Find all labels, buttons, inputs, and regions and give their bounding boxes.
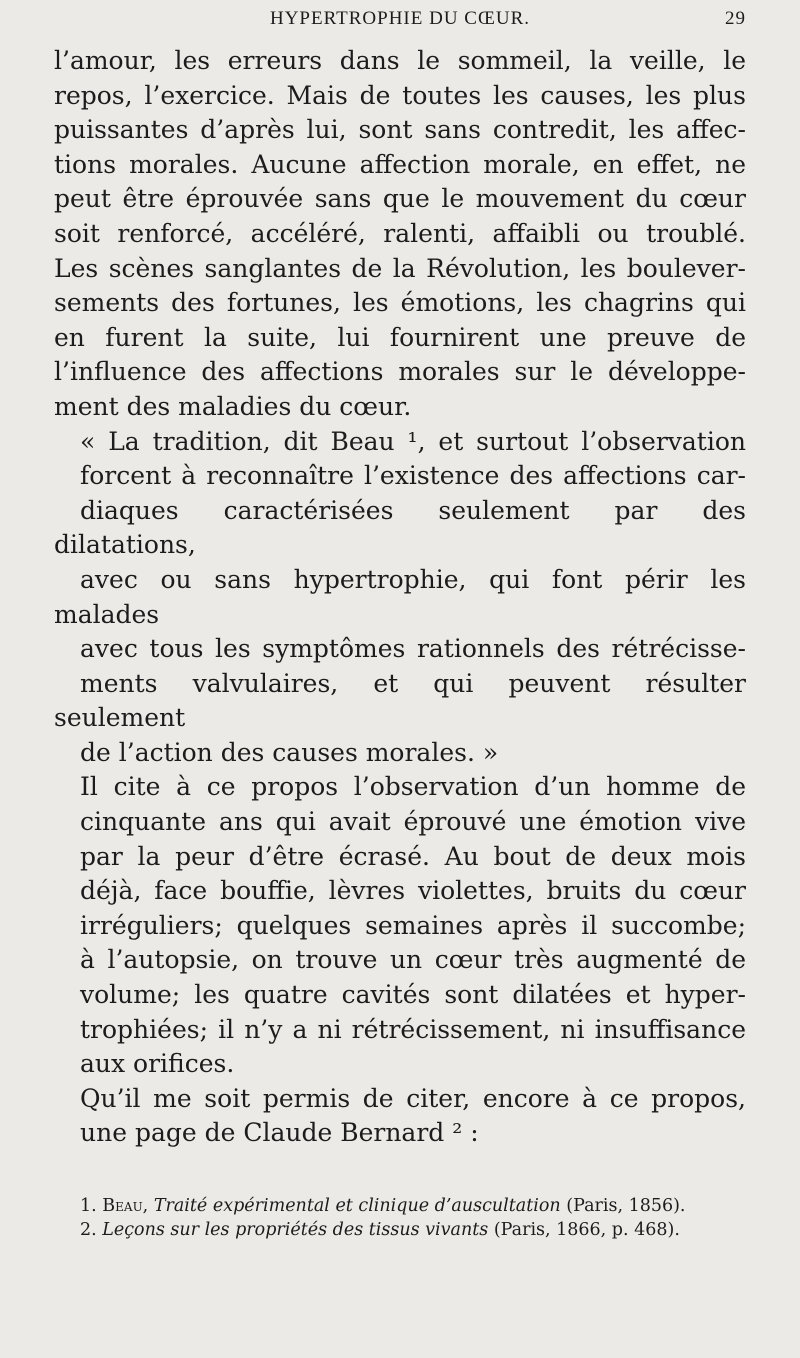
text-line: tions morales. Aucune affection morale, en effet, ne — [54, 149, 746, 179]
text-line: l’amour, les erreurs dans le sommeil, la veille, le — [54, 46, 746, 75]
running-header — [54, 8, 746, 42]
text-line: en furent la suite, lui fournirent une preuve de — [54, 322, 746, 352]
text-line: peut être éprouvée sans que le mouvement du cœur — [54, 184, 746, 214]
footnote-number: 1. — [80, 1196, 97, 1216]
text-line: trophiées; il n’y a ni rétrécissement, ni insuffisance — [80, 1014, 746, 1044]
text-line: déjà, face bouffie, lèvres violettes, bruits du cœur — [80, 876, 746, 906]
text-line: aux orifices. — [80, 1049, 235, 1079]
text-line: repos, l’exercice. Mais de toutes les causes, les plus — [54, 80, 746, 110]
text-line: de l’action des causes morales. » — [80, 737, 499, 767]
footnote-reference: (Paris, 1856). — [566, 1196, 686, 1216]
footnote-number: 2. — [80, 1220, 97, 1240]
text-line: avec ou sans hypertrophie, qui font périr les malades — [54, 564, 746, 629]
text-line: par la peur d’être écrasé. Au bout de deux mois — [80, 841, 746, 871]
text-line: forcent à reconnaître l’existence des affections car- — [80, 461, 746, 491]
text-line: sements des fortunes, les émotions, les chagrins qui — [54, 288, 746, 318]
paragraph — [54, 770, 746, 1081]
text-line: ments valvulaires, et qui peuvent résulter seulement — [54, 668, 746, 733]
paragraph — [54, 1082, 746, 1151]
text-line: soit renforcé, accéléré, ralenti, affaibli ou troublé. — [54, 218, 746, 248]
footnotes — [54, 1195, 746, 1243]
text-line: une page de Claude Bernard ² : — [80, 1118, 479, 1148]
page-number: 29 — [725, 8, 746, 29]
paragraph — [54, 425, 746, 771]
text-line: cinquante ans qui avait éprouvé une émotion vive — [80, 807, 746, 837]
text-line: Qu’il me soit permis de citer, encore à ce propos, — [80, 1083, 746, 1113]
running-title: HYPERTROPHIE DU CŒUR. — [269, 8, 531, 29]
text-line: « La tradition, dit Beau ¹, et surtout l’observation — [80, 426, 746, 456]
footnote-2 — [54, 1219, 746, 1241]
text-line: volume; les quatre cavités sont dilatées et hyper- — [80, 980, 746, 1010]
text-line: l’influence des affections morales sur le développe- — [54, 357, 746, 387]
text-line: diaques caractérisées seulement par des dilatations, — [54, 495, 746, 560]
footnote-reference: (Paris, 1866, p. 468). — [493, 1220, 680, 1240]
text-line: avec tous les symptômes rationnels des rétrécisse- — [80, 634, 746, 664]
footnote-1 — [54, 1195, 746, 1217]
text-line: puissantes d’après lui, sont sans contredit, les affec- — [54, 115, 746, 145]
footnote-title: Traité expérimental et clinique d’auscultation — [153, 1196, 561, 1216]
text-line: Il cite à ce propos l’observation d’un homme de — [80, 772, 746, 802]
footnote-title: Leçons sur les propriétés des tissus vivants — [102, 1220, 489, 1240]
text-line: irréguliers; quelques semaines après il succombe; — [80, 910, 746, 940]
footnote-author: Beau, — [102, 1196, 149, 1216]
text-line: à l’autopsie, on trouve un cœur très augmenté de — [80, 945, 746, 975]
main-text — [54, 44, 746, 1151]
text-line: ment des maladies du cœur. — [54, 391, 412, 421]
text-line: Les scènes sanglantes de la Révolution, les boulever- — [54, 253, 746, 283]
paragraph — [54, 44, 746, 425]
